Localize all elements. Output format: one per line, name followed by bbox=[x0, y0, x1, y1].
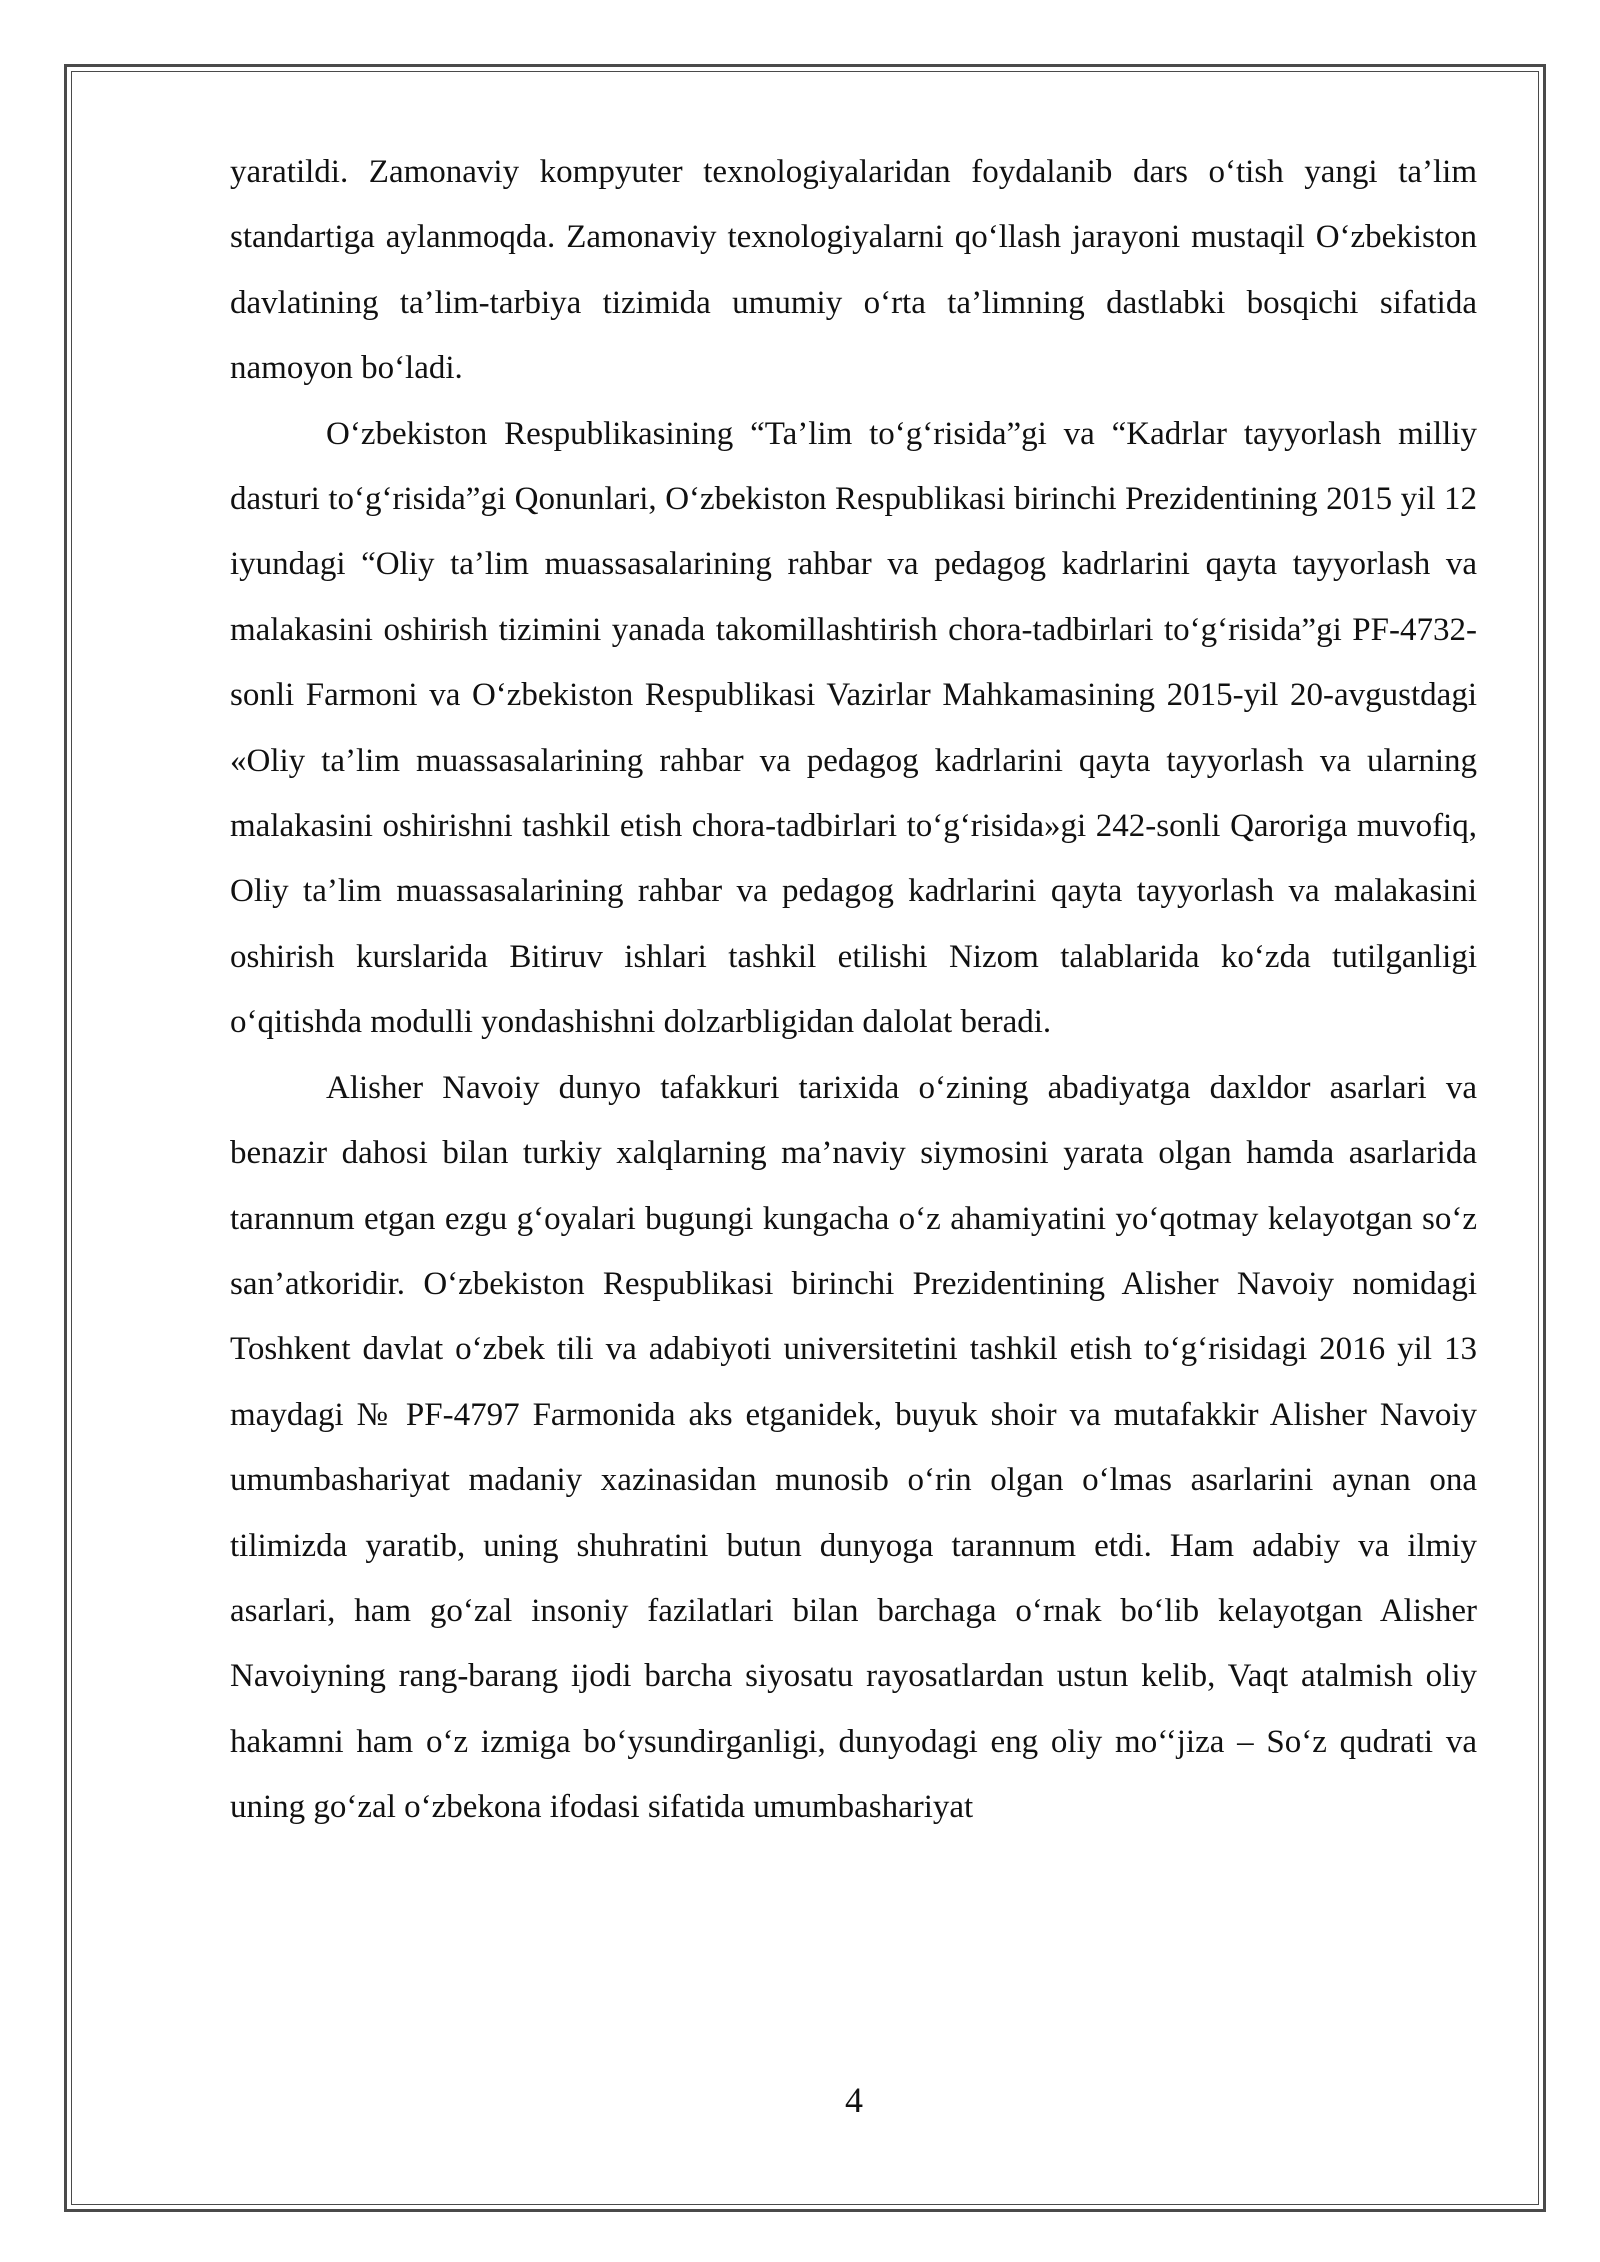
paragraph-continuation: yaratildi. Zamonaviy kompyuter texnologiyalaridan foydalanib dars o‘tish yangi ta’lim standartiga aylanmoqda. Zamonaviy texnologiyalarni qo‘llash jarayoni mustaqil O‘zbekiston davlatining ta’lim-tarbiya tizimida umumiy o‘rta ta’limning dastlabki bosqichi sifatida namoyon bo‘ladi. bbox=[230, 154, 1477, 387]
paragraph-alisher-navoiy: Alisher Navoiy dunyo tafakkuri tarixida o‘zining abadiyatga daxldor asarlari va benazir dahosi bilan turkiy xalqlarning ma’naviy siymosini yarata olgan hamda asarlarida tarannum etgan ezgu g‘oyalari bugungi kungacha o‘z ahamiyatini yo‘qotmay kelayotgan so‘z san’atkoridir. O‘zbekiston Respublikasi birinchi Prezidentining Alisher Navoiy nomidagi Toshkent davlat o‘zbek tili va adabiyoti universitetini tashkil etish to‘g‘risidagi 2016 yil 13 maydagi № PF-4797 Farmonida aks etganidek, buyuk shoir va mutafakkir Alisher Navoiy umumbashariyat madaniy xazinasidan munosib o‘rin olgan o‘lmas asarlarini aynan ona tilimizda yaratib, uning shuhratini butun dunyoga tarannum etdi. Ham adabiy va ilmiy asarlari, ham go‘zal insoniy fazilatlari bilan barchaga o‘rnak bo‘lib kelayotgan Alisher Navoiyning rang-barang ijodi barcha siyosatu rayosatlardan ustun kelib, Vaqt atalmish oliy hakamni ham o‘z izmiga bo‘ysundirganligi, dunyodagi eng oliy mo‘‘jiza – So‘z qudrati va uning go‘zal o‘zbekona ifodasi sifatida umumbashariyat bbox=[230, 1069, 1477, 1826]
document-body bbox=[230, 140, 1477, 1841]
paragraph-legal-basis: O‘zbekiston Respublikasining “Ta’lim to‘g‘risida”gi va “Kadrlar tayyorlash milliy dasturi to‘g‘risida”gi Qonunlari, O‘zbekiston Respublikasi birinchi Prezidentining 2015 yil 12 iyundagi “Oliy ta’lim muassasalarining rahbar va pedagog kadrlarini qayta tayyorlash va malakasini oshirish tizimini yanada takomillashtirish chora-tadbirlari to‘g‘risida”gi PF-4732-sonli Farmoni va O‘zbekiston Respublikasi Vazirlar Mahkamasining 2015-yil 20-avgustdagi «Oliy ta’lim muassasalarining rahbar va pedagog kadrlarini qayta tayyorlash va ularning malakasini oshirishni tashkil etish chora-tadbirlari to‘g‘risida»gi 242-sonli Qaroriga muvofiq, Oliy ta’lim muassasalarining rahbar va pedagog kadrlarini qayta tayyorlash va malakasini oshirish kurslarida Bitiruv ishlari tashkil etilishi Nizom talablarida ko‘zda tutilganligi o‘qitishda modulli yondashishni dolzarbligidan dalolat beradi. bbox=[230, 415, 1477, 1041]
page-number: 4 bbox=[845, 2080, 863, 2120]
